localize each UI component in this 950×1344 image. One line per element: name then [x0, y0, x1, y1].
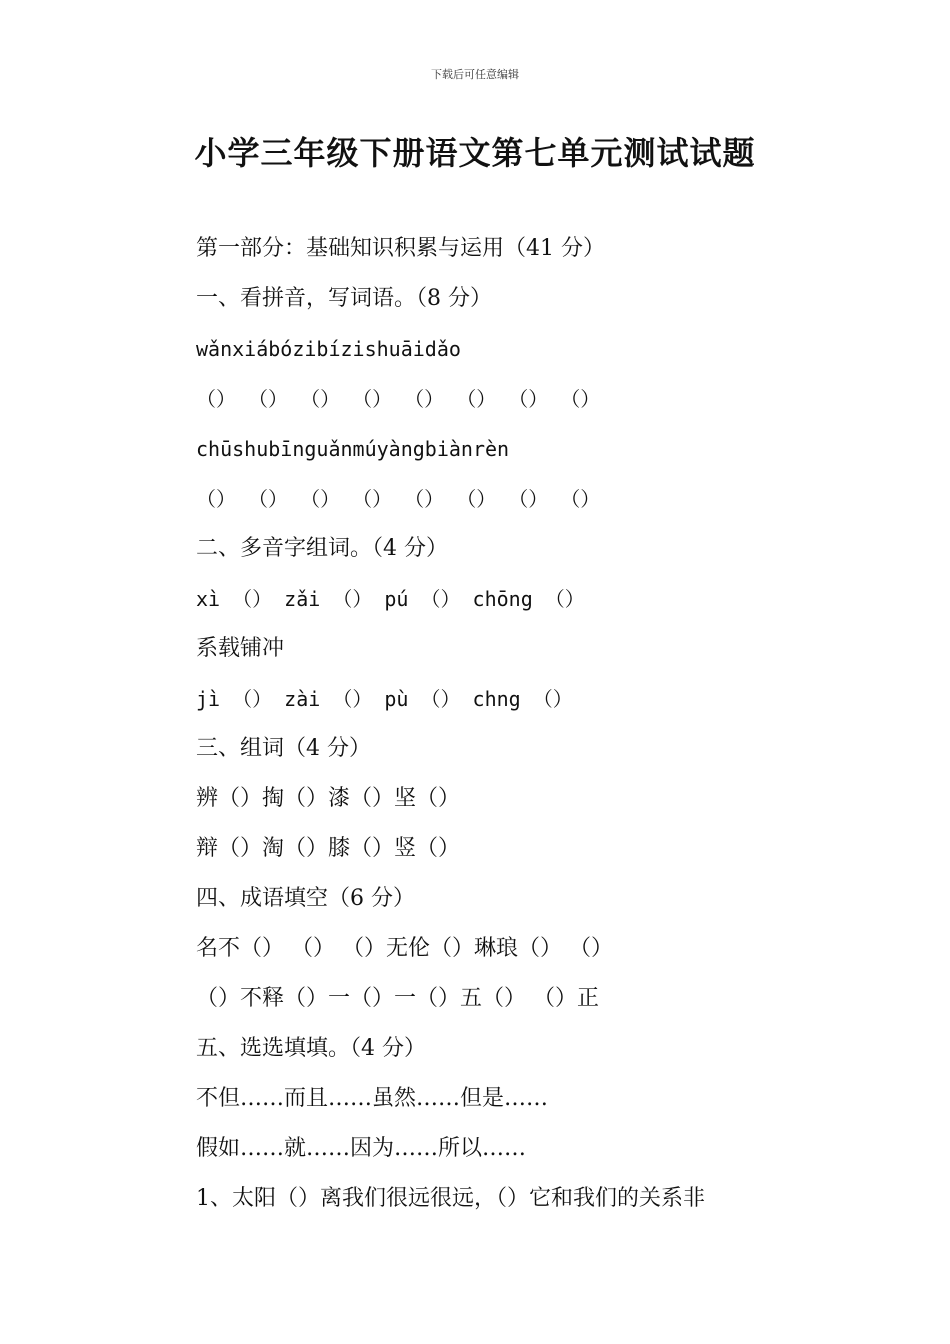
question-one-heading: 一、看拼音，写词语。（8 分）	[196, 286, 492, 311]
fill-sentence-1: 1、太阳（）离我们很远很远，（）它和我们的关系非	[196, 1186, 705, 1211]
blank-row-2: （） （） （） （） （） （） （） （）	[196, 487, 601, 511]
pinyin-row-2: chūshubīnguǎnmúyàngbiànrèn	[196, 437, 510, 461]
document-title: 小学三年级下册语文第七单元测试试题	[194, 134, 756, 172]
question-two-heading: 二、多音字组词。（4 分）	[196, 536, 448, 561]
question-three-heading: 三、组词（4 分）	[196, 736, 371, 761]
idiom-row-1: 名不（） （） （）无伦（）琳琅（） （）	[196, 936, 613, 961]
polyphone-row-1: xì （） zǎi （） pú （） chōng （）	[196, 587, 585, 611]
blank-row-1: （） （） （） （） （） （） （） （）	[196, 387, 601, 411]
pinyin-row-1: wǎnxiábózibízishuāidǎo	[196, 337, 461, 361]
document-body	[196, 224, 836, 1224]
word-group-row-1: 辨（）掏（）漆（）坚（）	[196, 786, 461, 811]
polyphone-row-2: jì （） zài （） pù （） chng （）	[196, 687, 573, 711]
section-part-one-heading: 第一部分：基础知识积累与运用（41 分）	[196, 236, 605, 261]
question-four-heading: 四、成语填空（6 分）	[196, 886, 415, 911]
polyphone-characters: 系载铺冲	[196, 636, 285, 661]
conjunction-options-1: 不但……而且……虽然……但是……	[196, 1086, 549, 1111]
idiom-row-2: （）不释（）一（）一（）五（） （）正	[196, 986, 599, 1011]
header-note: 下载后可任意编辑	[431, 68, 519, 81]
conjunction-options-2: 假如……就……因为……所以……	[196, 1136, 527, 1161]
question-five-heading: 五、选选填填。（4 分）	[196, 1036, 426, 1061]
word-group-row-2: 辩（）淘（）膝（）竖（）	[196, 836, 461, 861]
